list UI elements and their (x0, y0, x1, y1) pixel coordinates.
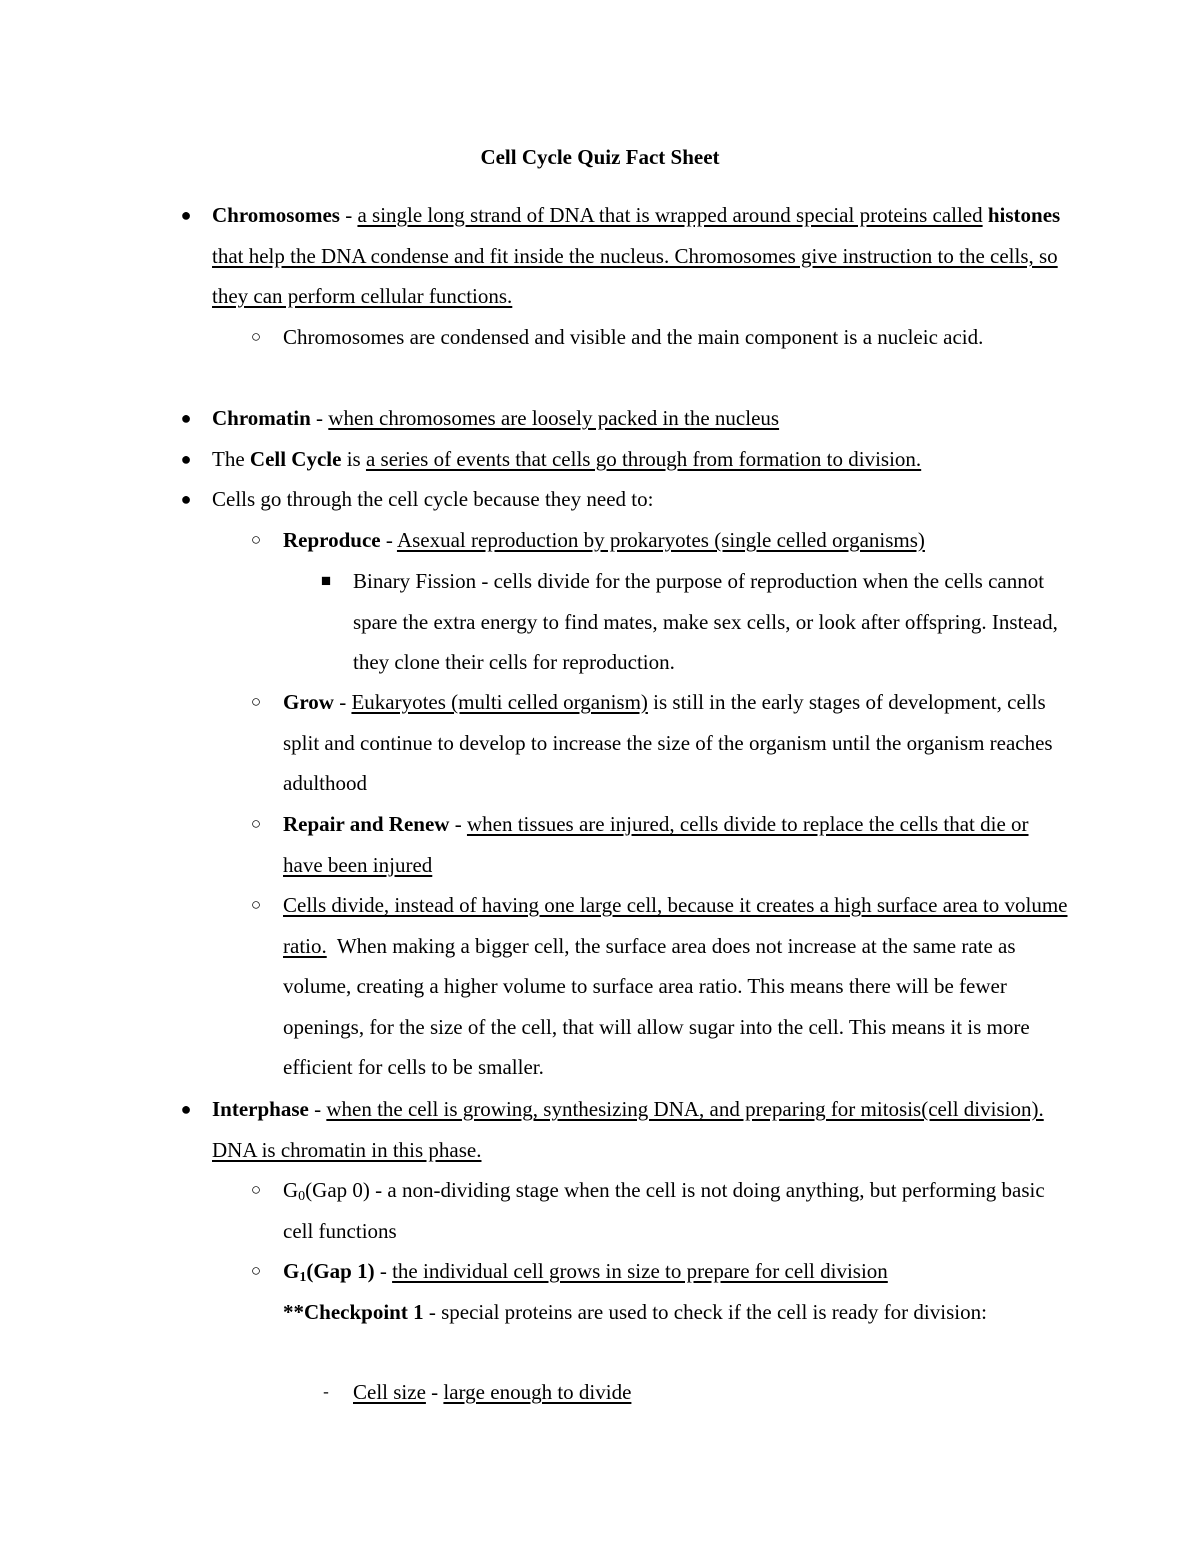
dash-marker: - (323, 1382, 329, 1401)
bullet-marker: ● (180, 449, 192, 469)
term-cell-cycle: Cell Cycle (249, 447, 342, 471)
g0-label: (Gap 0) (305, 1178, 370, 1202)
def-g0: a non-dividing stage when the cell is not doing anything, but performing basic cell functions (283, 1178, 1045, 1243)
def-g1: the individual cell grows in size to prepare for cell division (392, 1259, 888, 1283)
bullet-marker: ● (180, 1099, 192, 1119)
def-cell-size: large enough to divide (443, 1380, 632, 1404)
term-interphase: Interphase (212, 1097, 309, 1121)
def-divide-underlined: Cells divide, instead of having one large cell, because it creates a high surface area to volume ratio. (283, 893, 1068, 958)
list-item-chromatin: Chromatin - when chromosomes are loosely packed in the nucleus (212, 406, 780, 430)
list-item-reproduce: Reproduce - Asexual reproduction by prokaryotes (single celled organisms) (283, 528, 925, 552)
term-grow: Grow (283, 690, 334, 714)
list-item-interphase: Interphase - when the cell is growing, synthesizing DNA, and preparing for mitosis(cell division). DNA is chromatin in this phase. (212, 1097, 1044, 1162)
def-chromatin: when chromosomes are loosely packed in the nucleus (328, 406, 780, 430)
list-item-chromosomes: Chromosomes - a single long strand of DNA that is wrapped around special proteins called histones that help the DNA condense and fit inside the nucleus. Chromosomes give instruction to the cells, so they can perform cellular functions. (212, 203, 1061, 308)
def-cell-cycle: a series of events that cells go through from formation to division. (365, 447, 922, 471)
def-reproduce: Asexual reproduction by prokaryotes (single celled organisms) (396, 528, 925, 552)
def-grow-rest: is still in the early stages of development, cells split and continue to develop to increase the size of the organism until the organism reaches adulthood (283, 690, 1053, 795)
def-interphase: when the cell is growing, synthesizing DNA, and preparing for mitosis(cell division). DNA is chromatin in this phase. (212, 1097, 1044, 1162)
list-item-grow: Grow - Eukaryotes (multi celled organism) is still in the early stages of development, cells split and continue to develop to increase the size of the organism until the organism reaches adulthood (283, 690, 1053, 795)
list-item-cell-cycle: The Cell Cycle is a series of events that cells go through from formation to division. (212, 447, 922, 471)
list-item-repair: Repair and Renew - when tissues are injured, cells divide to replace the cells that die or have been injured (283, 812, 1029, 877)
def-repair: when tissues are injured, cells divide to replace the cells that die or have been injured (283, 812, 1029, 877)
bullet-marker: ● (180, 205, 192, 225)
circle-marker: ○ (250, 1180, 262, 1199)
list-item-cell-size: Cell size - large enough to divide (353, 1380, 632, 1404)
page-title: Cell Cycle Quiz Fact Sheet (480, 145, 720, 169)
term-chromatin: Chromatin (212, 406, 311, 430)
checkpoint-1-label: **Checkpoint 1 (283, 1299, 424, 1324)
list-item-g0: $G_0(Gap$ 0) - a non-dividing stage when the cell is not doing anything, but performing basic cell functions (283, 1178, 1045, 1243)
def-chromosomes-b: that help the DNA condense and fit inside the nucleus. Chromosomes give instruction to the cells, so they can perform cellular functions. (212, 243, 1058, 308)
def-checkpoint-1: special proteins are used to check if the cell is ready for division: (441, 1299, 987, 1324)
def-grow-underlined: Eukaryotes (multi celled organism) (351, 690, 648, 714)
bullet-marker: ● (180, 408, 192, 428)
def-chromosomes-a: a single long strand of DNA that is wrapped around special proteins called (357, 203, 983, 227)
circle-marker: ○ (250, 692, 262, 711)
def-divide-rest: When making a bigger cell, the surface area does not increase at the same rate as volume, creating a higher volume to surface area ratio. This means there will be fewer openings, for the size of the cell, that will allow sugar into the cell. This means it is more efficient for cells to be smaller. (283, 933, 1030, 1079)
circle-marker: ○ (250, 814, 262, 833)
list-item-chromosomes-sub: Chromosomes are condensed and visible and the main component is a nucleic acid. (283, 325, 984, 349)
circle-marker: ○ (250, 327, 262, 346)
list-item-binary-fission: Binary Fission - cells divide for the purpose of reproduction when the cells cannot spare the extra energy to find mates, make sex cells, or look after offspring. Instead, they clone their cells for reproduction. (353, 569, 1058, 674)
bullet-marker: ● (180, 489, 192, 509)
list-item-surface-area (283, 885, 1073, 1088)
term-repair: Repair and Renew (283, 812, 450, 836)
circle-marker: ○ (250, 895, 262, 914)
term-chromosomes: Chromosomes (212, 203, 340, 227)
term-cell-size: Cell size (353, 1380, 426, 1404)
list-item-g1: $G_1(Gap$ 1) - the individual cell grows in size to prepare for cell division **Checkpoint 1 - special proteins are used to check if the cell is ready for division: (283, 1259, 987, 1324)
g1-label: (Gap 1) (306, 1259, 375, 1283)
circle-marker: ○ (250, 530, 262, 549)
term-reproduce: Reproduce (283, 528, 381, 552)
circle-marker: ○ (250, 1261, 262, 1280)
list-item-reasons-intro: Cells go through the cell cycle because they need to: (212, 487, 654, 511)
term-histones: histones (987, 203, 1061, 227)
square-marker: ■ (320, 571, 332, 590)
